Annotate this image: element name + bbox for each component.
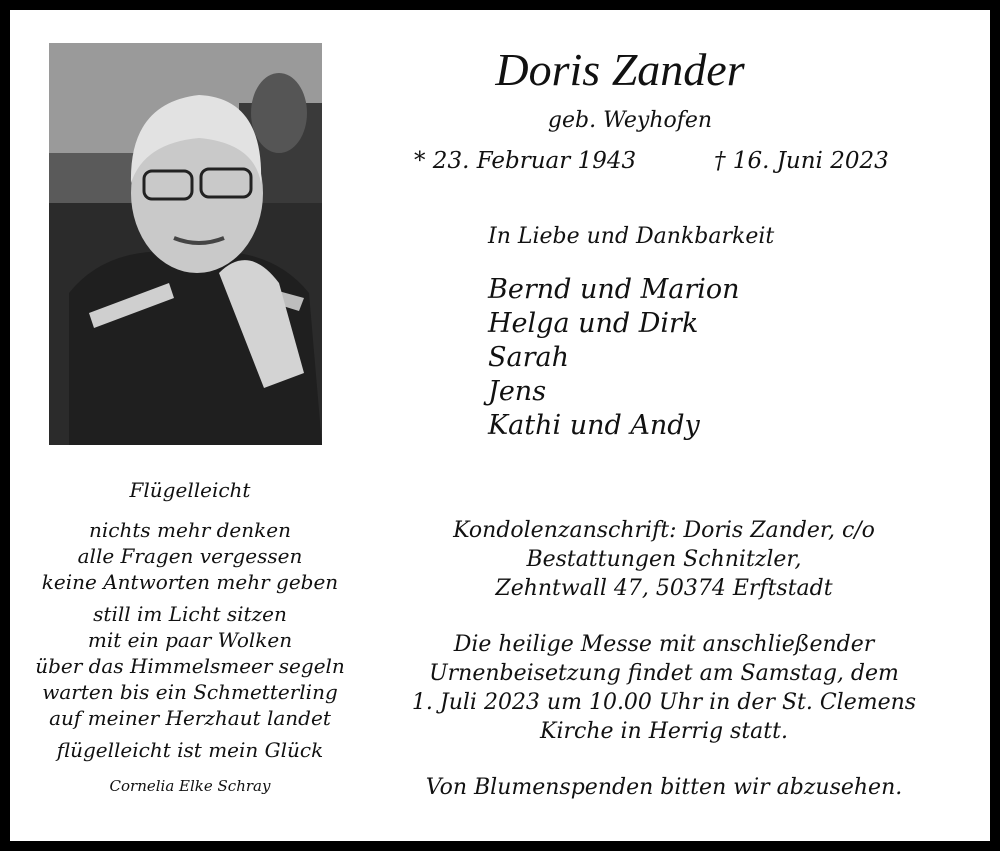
poem-stanza (25, 601, 355, 731)
mass-line: Urnenbeisetzung findet am Samstag, dem (429, 661, 899, 686)
obituary-card (10, 10, 990, 841)
condolence-line: Bestattungen Schnitzler, (526, 547, 802, 572)
poem-line: nichts mehr denken (89, 518, 291, 542)
poem-line: warten bis ein Schmetterling (42, 680, 338, 704)
poem-title: Flügelleicht (129, 478, 251, 502)
condolence-address (408, 516, 920, 603)
poem-line: still im Licht sitzen (93, 602, 287, 626)
poem-closing: flügelleicht ist mein Glück (56, 738, 324, 762)
family-list (488, 273, 740, 443)
poem (25, 477, 355, 799)
portrait-photo-drawing (49, 43, 322, 445)
mass-line: Die heilige Messe mit anschließender (453, 632, 875, 657)
mass-line: Kirche in Herrig statt. (540, 719, 788, 744)
poem-line: mit ein paar Wolken (87, 628, 293, 652)
condolence-line: Zehntwall 47, 50374 Erftstadt (495, 576, 833, 601)
birth-name: geb. Weyhofen (547, 108, 713, 133)
family-member: Sarah (488, 342, 569, 373)
poem-line: auf meiner Herzhaut landet (49, 706, 331, 730)
death-date: † 16. Juni 2023 (714, 148, 889, 174)
family-member: Kathi und Andy (488, 410, 700, 441)
family-member: Jens (488, 376, 547, 407)
poem-stanza (25, 517, 355, 595)
mass-announcement (408, 630, 920, 746)
family-member: Helga und Dirk (488, 308, 699, 339)
flowers-note: Von Blumenspenden bitten wir abzusehen. (425, 775, 903, 800)
family-member: Bernd und Marion (488, 274, 740, 305)
deceased-name: Doris Zander (495, 44, 745, 95)
poem-line: über das Himmelsmeer segeln (35, 654, 345, 678)
mass-line: 1. Juli 2023 um 10.00 Uhr in der St. Clemens (411, 690, 917, 715)
poem-author: Cornelia Elke Schray (109, 777, 271, 795)
dedication: In Liebe und Dankbarkeit (488, 224, 775, 249)
portrait-photo (49, 43, 322, 445)
poem-line: keine Antworten mehr geben (41, 570, 339, 594)
condolence-line: Kondolenzanschrift: Doris Zander, c/o (453, 518, 875, 543)
poem-line: alle Fragen vergessen (77, 544, 303, 568)
birth-date: * 23. Februar 1943 (414, 148, 637, 174)
